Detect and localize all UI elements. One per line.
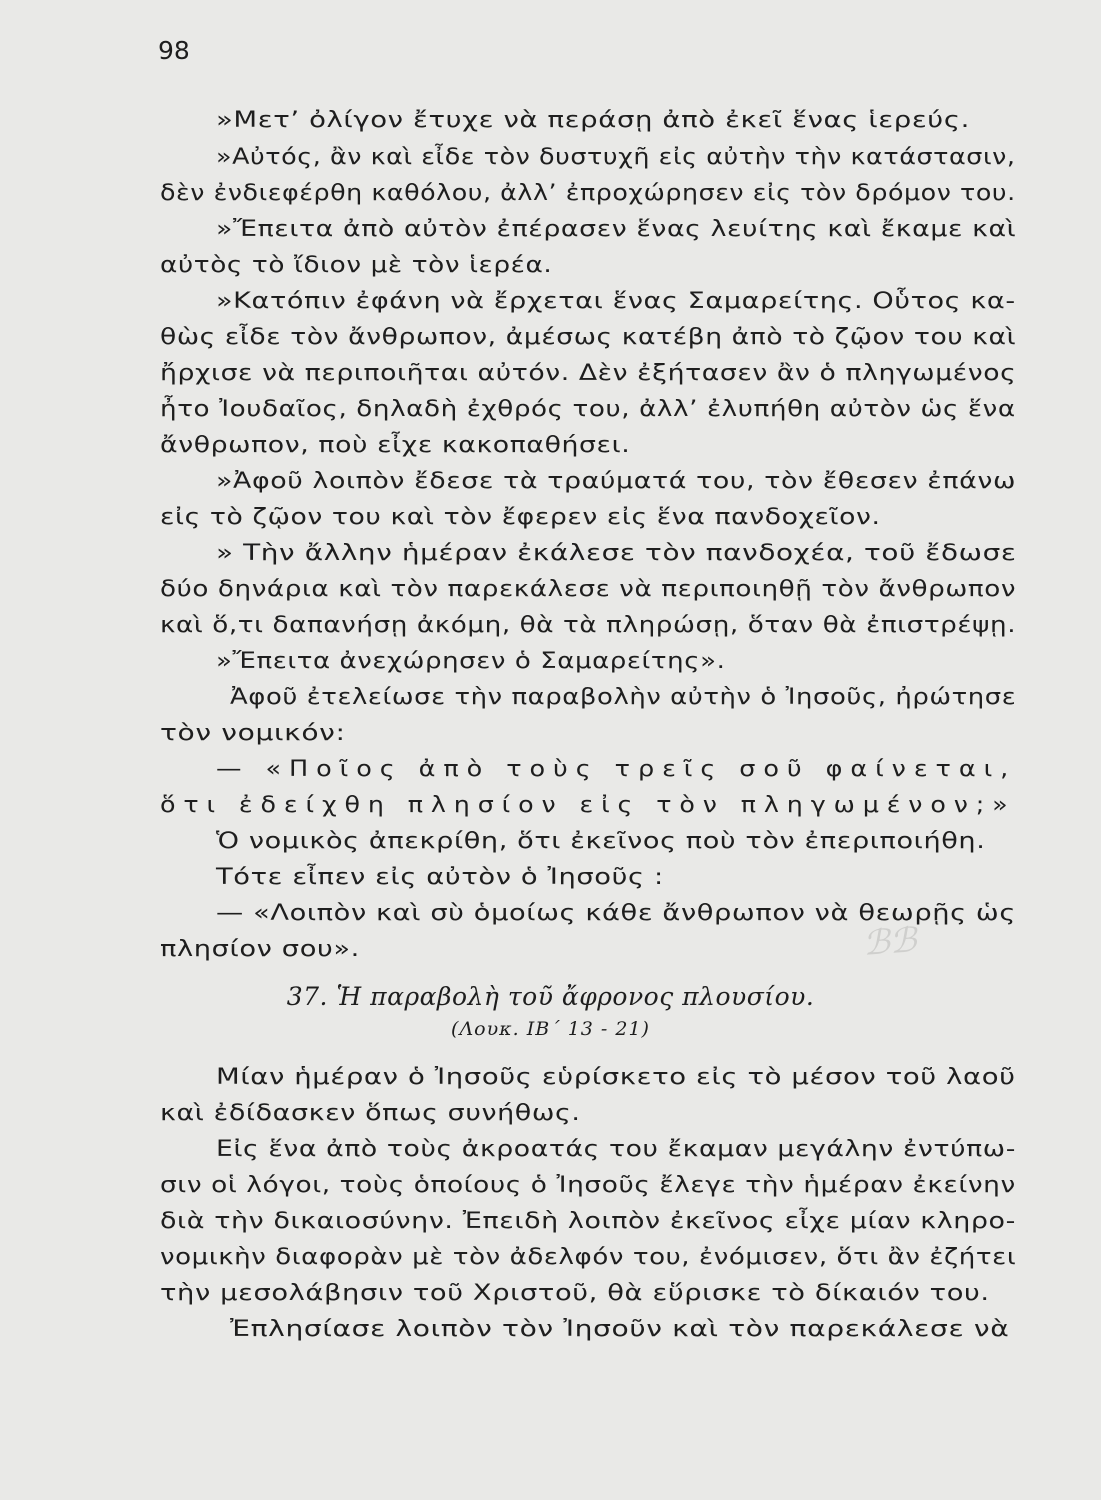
text-line: »Ἔπειτα ἀπὸ αὐτὸν ἐπέρασεν ἕνας λευίτης καὶ ἔκαμε καὶ xyxy=(216,216,1017,242)
text-line: ἤρχισε νὰ περιποιῆται αὐτόν. Δὲν ἐξήτασεν ἂν ὁ πληγωμένος xyxy=(160,360,1017,386)
text-line: ὅτι ἐδείχθη πλησίον εἰς τὸν πληγωμένον;» xyxy=(160,792,1016,818)
text-line: Ὁ νομικὸς ἀπεκρίθη, ὅτι ἐκεῖνος ποὺ τὸν ἐπεριποιήθη. xyxy=(216,828,986,854)
text-line: Εἰς ἕνα ἀπὸ τοὺς ἀκροατάς του ἔκαμαν μεγάλην ἐντύπω- xyxy=(216,1136,1016,1162)
text-line: διὰ τὴν δικαιοσύνην. Ἐπειδὴ λοιπὸν ἐκεῖνος εἶχε μίαν κληρο- xyxy=(160,1208,1016,1234)
text-line: »Αὐτός, ἂν καὶ εἶδε τὸν δυστυχῆ εἰς αὐτὴν τὴν κατάστασιν, xyxy=(216,144,1016,170)
pencil-annotation: ℬℬ xyxy=(861,920,918,964)
text-line: ἦτο Ἰουδαῖος, δηλαδὴ ἐχθρός του, ἀλλ’ ἐλυπήθη αὐτὸν ὡς ἕνα xyxy=(160,396,1016,422)
text-line: πλησίον σου». xyxy=(160,936,360,962)
text-line: ἄνθρωπον, ποὺ εἶχε κακοπαθήσει. xyxy=(160,432,631,458)
text-line: Ἐπλησίασε λοιπὸν τὸν Ἰησοῦν καὶ τὸν παρεκάλεσε νὰ xyxy=(230,1316,1010,1342)
page-number: 98 xyxy=(158,36,190,65)
text-line: »Ἀφοῦ λοιπὸν ἔδεσε τὰ τραύματά του, τὸν ἔθεσεν ἐπάνω xyxy=(216,468,1017,494)
text-line: »Κατόπιν ἐφάνη νὰ ἔρχεται ἕνας Σαμαρείτης. Οὗτος κα- xyxy=(216,288,1016,314)
text-line: αὐτὸς τὸ ἴδιον μὲ τὸν ἱερέα. xyxy=(160,252,553,278)
text-line: τὸν νομικόν: xyxy=(160,720,346,746)
text-line: δὲν ἐνδιεφέρθη καθόλου, ἀλλ’ ἐπροχώρησεν εἰς τὸν δρόμον του. xyxy=(160,180,1016,206)
text-line: Μίαν ἡμέραν ὁ Ἰησοῦς εὑρίσκετο εἰς τὸ μέσον τοῦ λαοῦ xyxy=(216,1064,1016,1090)
text-line: δύο δηνάρια καὶ τὸν παρεκάλεσε νὰ περιποιηθῇ τὸν ἄνθρωπον xyxy=(160,576,1017,602)
text-line: καὶ ὅ,τι δαπανήσῃ ἀκόμη, θὰ τὰ πληρώσῃ, ὅταν θὰ ἐπιστρέψῃ. xyxy=(160,612,1017,638)
text-line: νομικὴν διαφορὰν μὲ τὸν ἀδελφόν του, ἐνόμισεν, ὅτι ἂν ἐζήτει xyxy=(160,1244,1017,1270)
text-line: εἰς τὸ ζῷον του καὶ τὸν ἔφερεν εἰς ἕνα πανδοχεῖον. xyxy=(160,504,881,530)
text-line: » Τὴν ἄλλην ἡμέραν ἐκάλεσε τὸν πανδοχέα, τοῦ ἔδωσε xyxy=(216,540,1017,566)
text-line: »Ἔπειτα ἀνεχώρησεν ὁ Σαμαρείτης». xyxy=(216,648,726,674)
text-line: καὶ ἐδίδασκεν ὅπως συνήθως. xyxy=(160,1100,581,1126)
text-line: τὴν μεσολάβησιν τοῦ Χριστοῦ, θὰ εὕρισκε τὸ δίκαιόν του. xyxy=(160,1280,990,1306)
text-line: — «Λοιπὸν καὶ σὺ ὁμοίως κάθε ἄνθρωπον νὰ θεωρῇς ὡς xyxy=(216,900,1016,926)
section-title: 37. Ἡ παραβολὴ τοῦ ἄφρονος πλουσίου. xyxy=(286,982,815,1011)
section-reference: (Λουκ. ΙΒ΄ 13 - 21) xyxy=(451,1018,650,1040)
text-line: Ἀφοῦ ἐτελείωσε τὴν παραβολὴν αὐτὴν ὁ Ἰησοῦς, ἠρώτησε xyxy=(230,684,1017,710)
text-line: σιν οἱ λόγοι, τοὺς ὁποίους ὁ Ἰησοῦς ἔλεγε τὴν ἡμέραν ἐκείνην xyxy=(160,1172,1016,1198)
text-line: — «Ποῖος ἀπὸ τοὺς τρεῖς σοῦ φαίνεται, xyxy=(216,756,1017,782)
text-line: θὼς εἶδε τὸν ἄνθρωπον, ἀμέσως κατέβη ἀπὸ τὸ ζῷον του καὶ xyxy=(160,324,1017,350)
text-line: »Μετ’ ὀλίγον ἔτυχε νὰ περάσῃ ἀπὸ ἐκεῖ ἕνας ἱερεύς. xyxy=(216,107,970,133)
text-line: Τότε εἶπεν εἰς αὐτὸν ὁ Ἰησοῦς : xyxy=(216,864,664,890)
